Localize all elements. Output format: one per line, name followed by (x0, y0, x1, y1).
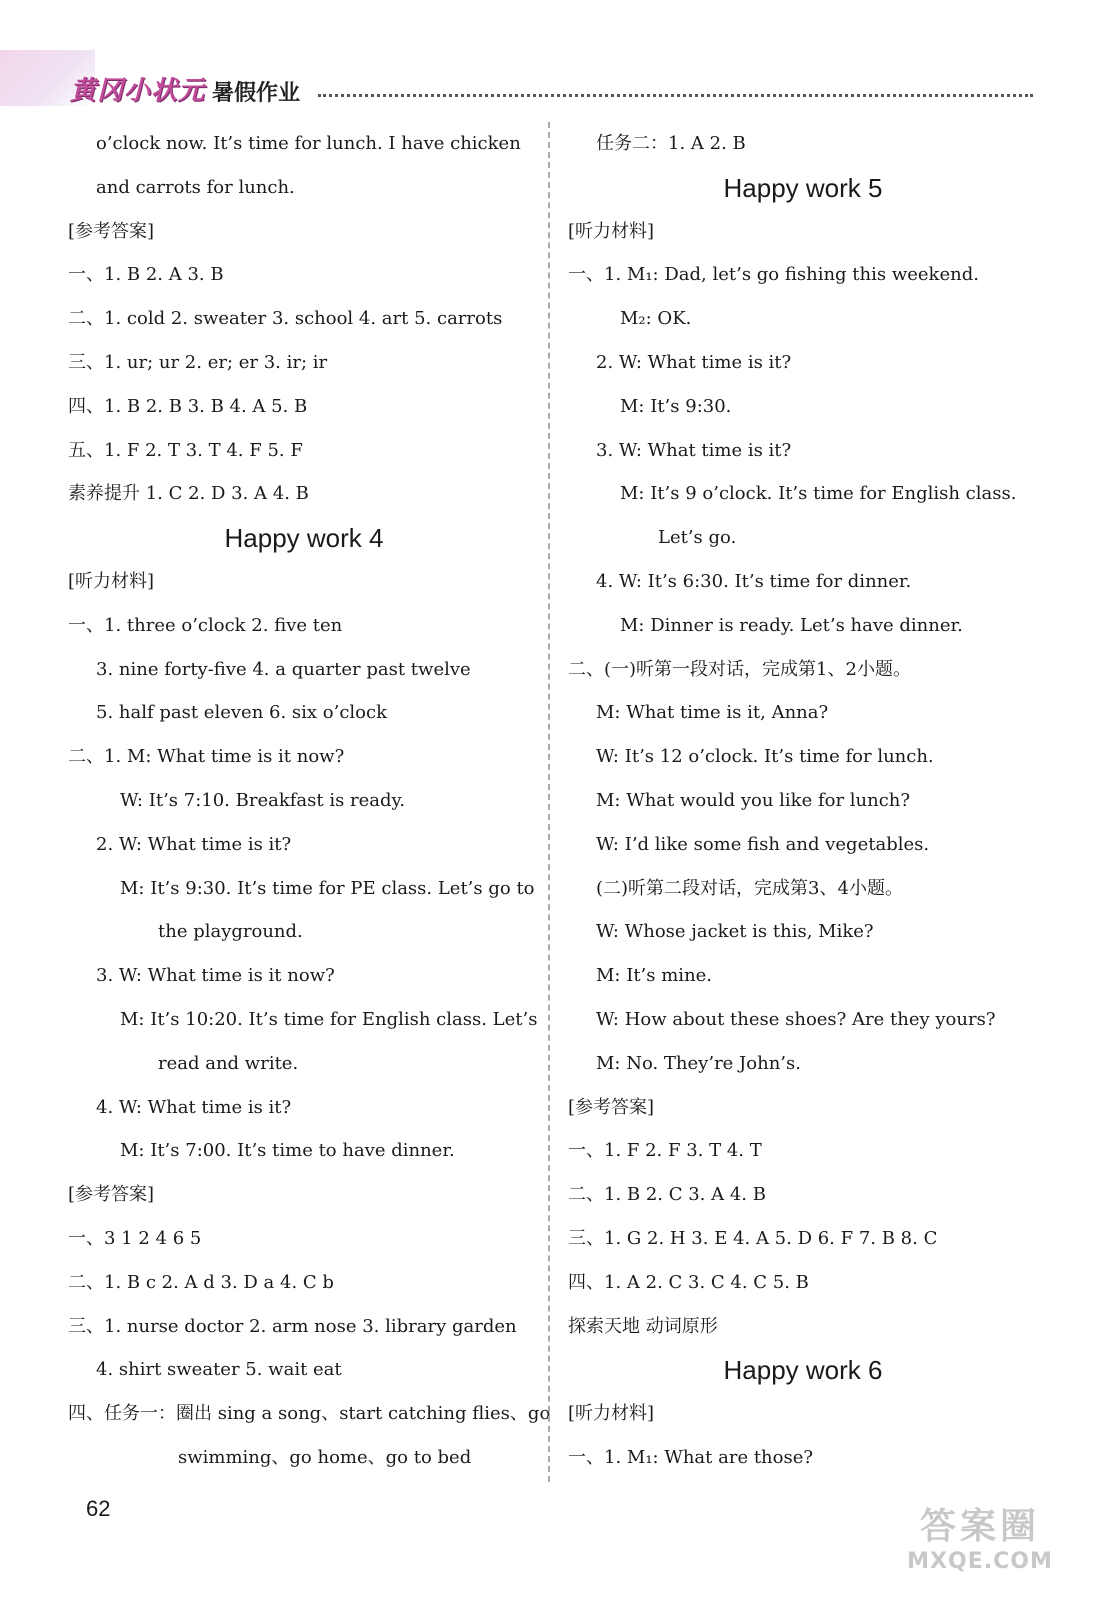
text-line: 二、1. B c 2. A d 3. D a 4. C b (68, 1271, 334, 1293)
text-line: 4. shirt sweater 5. wait eat (96, 1359, 342, 1381)
text-line: 4. W: What time is it? (96, 1096, 292, 1118)
text-line: 二、1. M: What time is it now? (68, 746, 345, 768)
header-dotted-rule (318, 94, 1033, 97)
text-line: 3. W: What time is it now? (96, 965, 335, 987)
text-line: 二、1. cold 2. sweater 3. school 4. art 5. carrots (68, 308, 503, 330)
text-line: 4. W: It’s 6:30. It’s time for dinner. (596, 571, 912, 592)
text-line: M: It’s 9 o’clock. It’s time for English class. (620, 483, 1017, 505)
text-line: 一、1. three o’clock 2. five ten (68, 614, 343, 636)
text-line: 四、任务一：圈出 sing a song、start catching flies、go (68, 1403, 551, 1425)
text-line: 3. nine forty-five 4. a quarter past twelve (96, 658, 471, 680)
section-title: Happy work 4 (224, 523, 384, 554)
text-line: [参考答案] (68, 1184, 155, 1206)
text-line: M: It’s mine. (596, 965, 713, 987)
text-line: 五、1. F 2. T 3. T 4. F 5. F (68, 439, 303, 461)
section-title: Happy work 5 (723, 172, 883, 203)
page-number: 62 (86, 1496, 111, 1521)
text-line: read and write. (158, 1052, 299, 1074)
text-line: 2. W: What time is it? (596, 352, 792, 373)
text-line: 三、1. ur; ur 2. er; er 3. ir; ir (68, 352, 328, 373)
section-title: Happy work 6 (723, 1355, 883, 1386)
text-line: M₂: OK. (620, 308, 692, 330)
text-line: 2. W: What time is it? (96, 833, 292, 855)
text-line: [听力材料] (568, 220, 655, 242)
series-title: 暑假作业 (212, 81, 301, 106)
text-line: M: No. They’re John’s. (596, 1052, 801, 1074)
text-line: [参考答案] (68, 220, 155, 242)
text-line: 四、1. A 2. C 3. C 4. C 5. B (568, 1271, 809, 1293)
text-line: 素养提升 1. C 2. D 3. A 4. B (68, 483, 309, 505)
text-line: (二)听第二段对话，完成第3、4小题。 (596, 877, 903, 899)
text-line: M: Dinner is ready. Let’s have dinner. (620, 614, 963, 636)
watermark-logo (890, 1505, 1070, 1585)
page-header (0, 0, 1093, 110)
text-line: M: What time is it, Anna? (596, 702, 829, 724)
text-line: Let’s go. (658, 527, 737, 549)
text-line: 二、1. B 2. C 3. A 4. B (568, 1184, 766, 1206)
text-line: M: What would you like for lunch? (596, 790, 911, 811)
text-line: [参考答案] (568, 1096, 655, 1118)
text-line: o’clock now. It’s time for lunch. I have chicken (96, 133, 521, 154)
text-line: 一、3 1 2 4 6 5 (68, 1228, 202, 1249)
text-line: [听力材料] (568, 1403, 655, 1425)
text-line: 任务二：1. A 2. B (596, 133, 746, 154)
text-line: 三、1. nurse doctor 2. arm nose 3. library garden (68, 1315, 517, 1337)
text-line: M: It’s 7:00. It’s time to have dinner. (120, 1140, 455, 1162)
text-line: M: It’s 10:20. It’s time for English class. Let’s (120, 1009, 538, 1030)
text-line: 一、1. F 2. F 3. T 4. T (568, 1140, 762, 1162)
text-line: swimming、go home、go to bed (178, 1447, 472, 1468)
watermark-url: MXQE.COM (907, 1549, 1053, 1574)
text-line: W: It’s 12 o’clock. It’s time for lunch. (596, 746, 934, 768)
text-line: and carrots for lunch. (96, 176, 295, 198)
text-line: 二、(一)听第一段对话，完成第1、2小题。 (568, 658, 911, 680)
text-line: 探索天地 动词原形 (568, 1315, 718, 1337)
text-line: 3. W: What time is it? (596, 439, 792, 461)
text-line: 5. half past eleven 6. six o’clock (96, 702, 387, 724)
text-line: 一、1. B 2. A 3. B (68, 264, 224, 286)
series-logo: 黄冈小状元 (70, 76, 206, 106)
text-line: W: How about these shoes? Are they yours? (596, 1009, 996, 1030)
text-line: 一、1. M₁: Dad, let’s go fishing this weekend. (568, 264, 979, 286)
text-line: M: It’s 9:30. It’s time for PE class. Let’s go to (120, 877, 535, 899)
watermark-text: 答案圈 (919, 1506, 1040, 1547)
text-line: M: It’s 9:30. (620, 395, 732, 417)
text-line: W: It’s 7:10. Breakfast is ready. (120, 790, 406, 811)
text-line: W: I’d like some fish and vegetables. (596, 833, 930, 855)
text-line: 一、1. M₁: What are those? (568, 1447, 814, 1468)
text-line: W: Whose jacket is this, Mike? (596, 921, 874, 943)
text-line: the playground. (158, 921, 303, 943)
text-line: [听力材料] (68, 571, 155, 592)
text-line: 三、1. G 2. H 3. E 4. A 5. D 6. F 7. B 8. C (568, 1228, 938, 1249)
text-line: 四、1. B 2. B 3. B 4. A 5. B (68, 395, 308, 417)
column-divider (548, 122, 550, 1482)
